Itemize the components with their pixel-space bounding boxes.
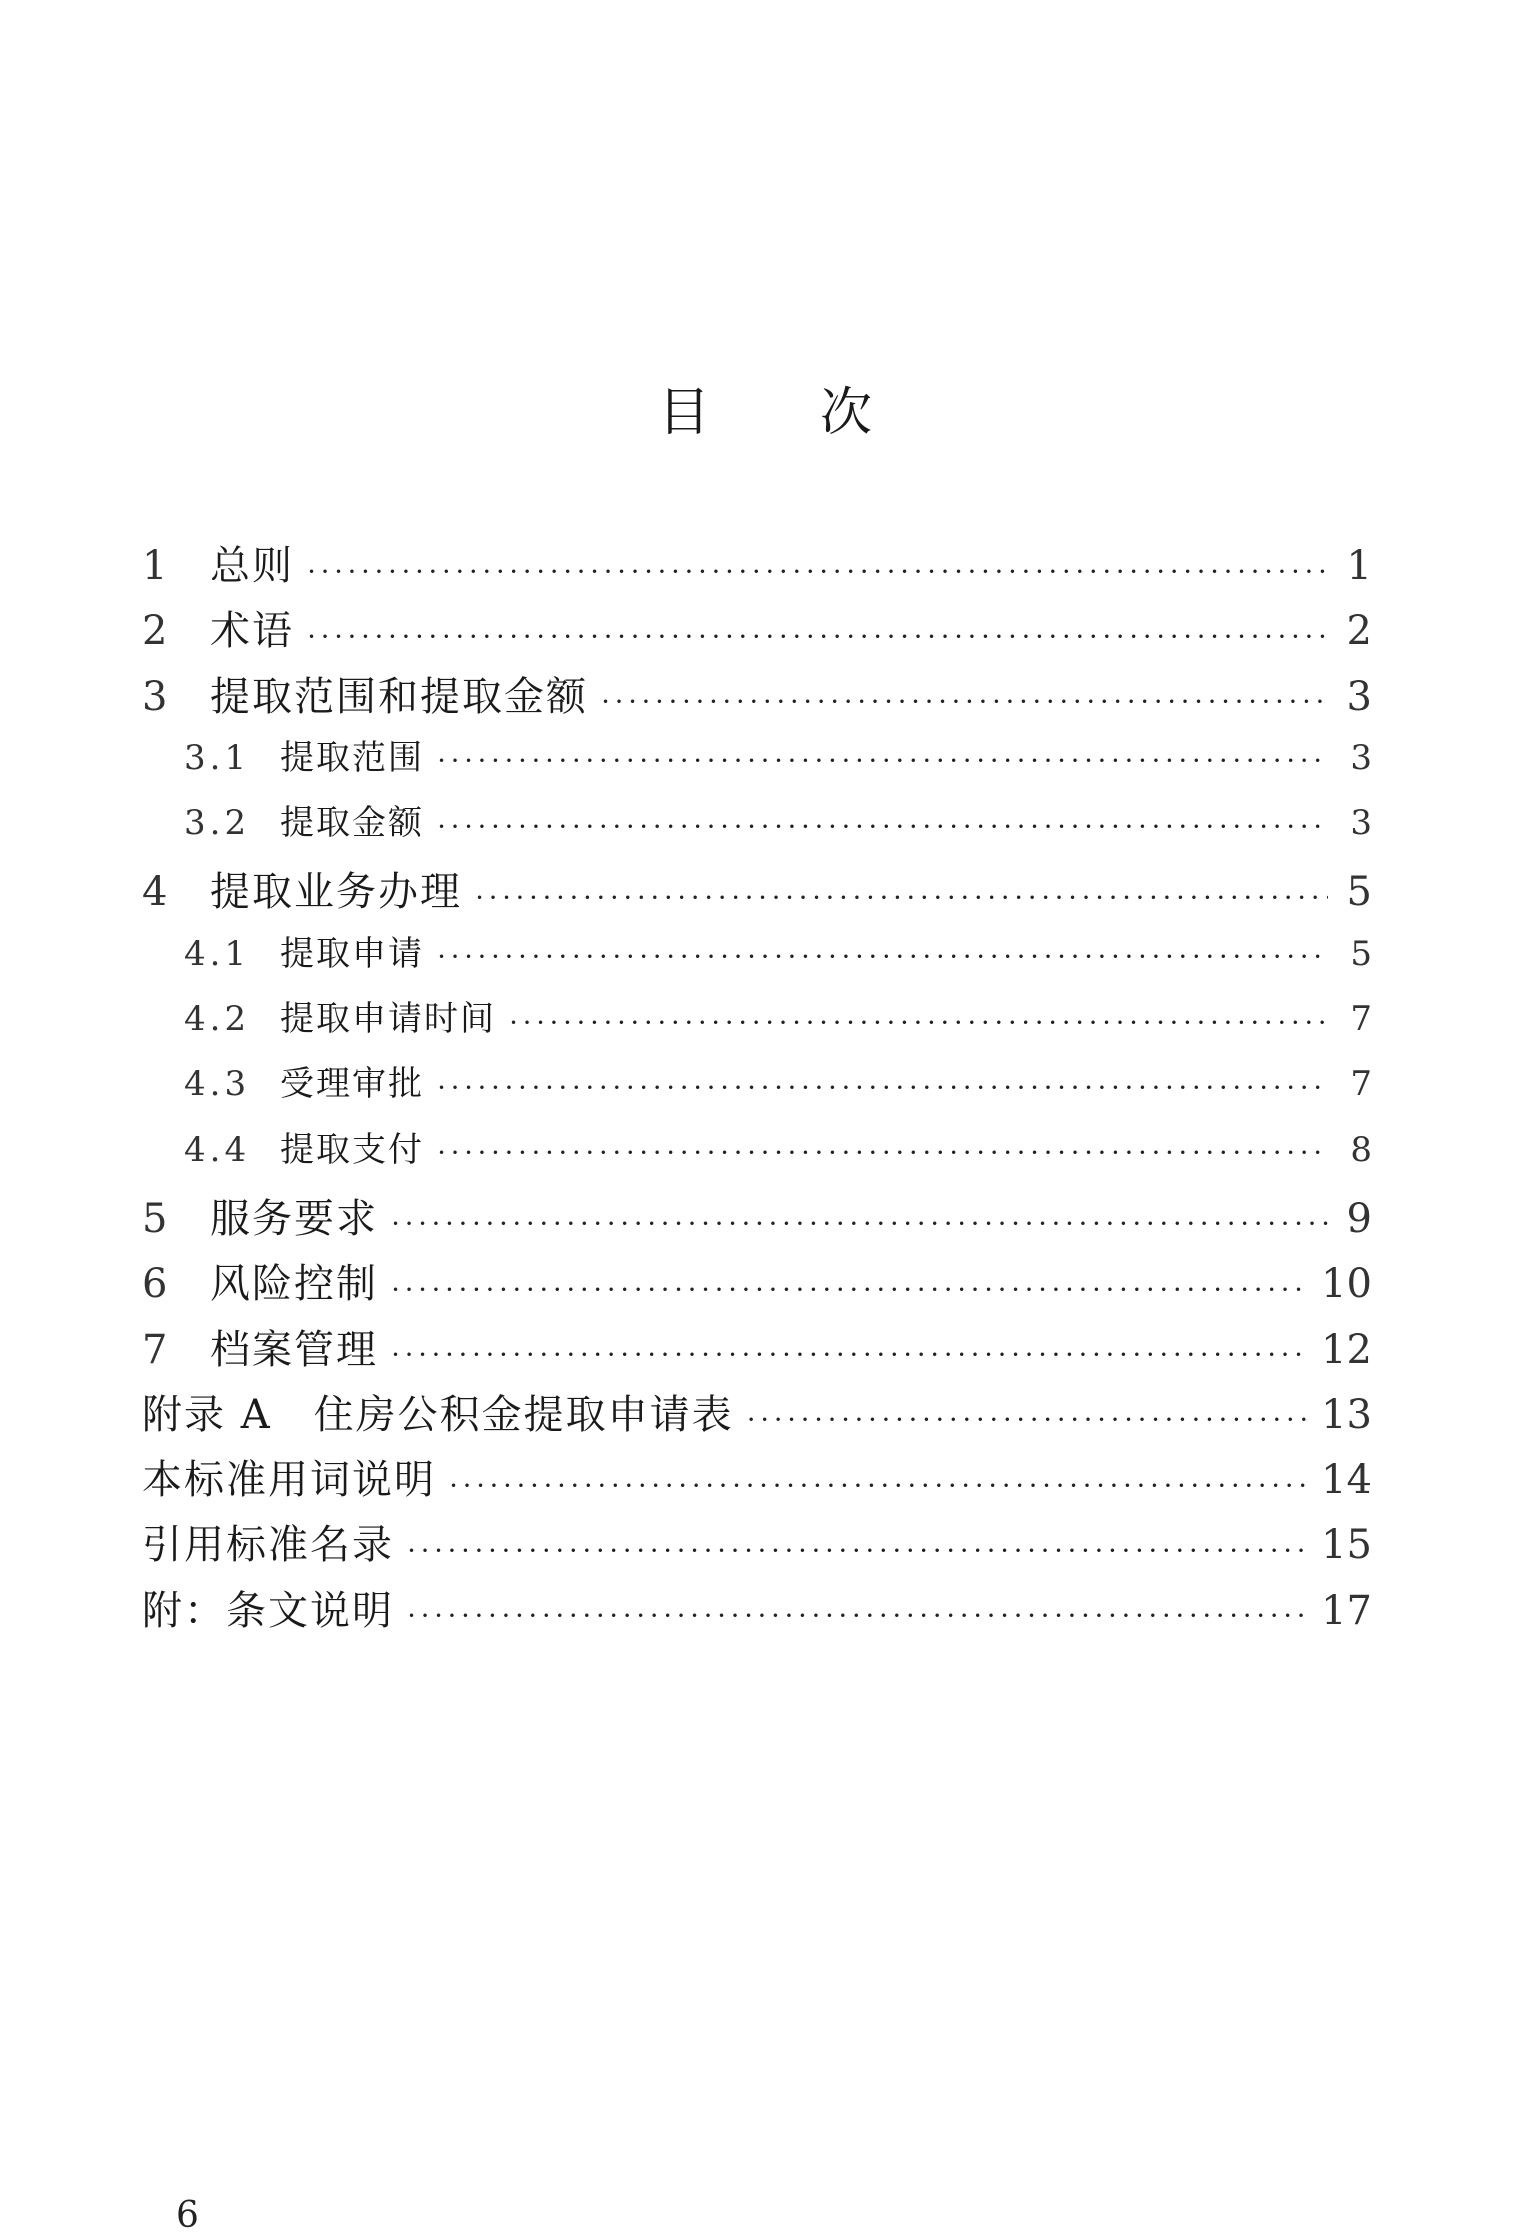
toc-entry-number: 4.2 (184, 999, 251, 1040)
toc-entry-number: 4.1 (184, 933, 251, 974)
toc-entry-page: 5 (1350, 933, 1372, 974)
dot-leader (308, 553, 1328, 586)
toc-entry[interactable] (142, 860, 1372, 925)
toc-subentry[interactable] (142, 926, 1372, 991)
toc-subentry[interactable] (142, 1122, 1372, 1187)
toc-entry-label: 提取金额 (280, 803, 424, 844)
dot-leader (476, 879, 1328, 912)
dot-leader (438, 939, 1328, 972)
toc-entry-page: 3 (1346, 673, 1372, 720)
toc-entry[interactable] (142, 1252, 1372, 1317)
dot-leader (438, 1135, 1328, 1168)
toc-entry-page: 7 (1350, 1064, 1372, 1105)
toc-entry-page: 14 (1321, 1457, 1372, 1504)
dot-leader (510, 1004, 1328, 1037)
toc-entry-label: 提取范围 (280, 737, 424, 778)
toc-subentry[interactable] (142, 730, 1372, 795)
toc-entry-page: 1 (1346, 543, 1372, 589)
toc-entry-appendix[interactable] (142, 1383, 1372, 1448)
page-number: 6 (176, 2195, 199, 2236)
toc-entry-label: 风险控制 (210, 1261, 378, 1308)
dot-leader (438, 1069, 1328, 1102)
toc-entry-number: 3.1 (184, 737, 251, 778)
dot-leader (408, 1532, 1307, 1565)
toc-entry-page: 10 (1321, 1261, 1372, 1308)
toc-entry-number: 3.2 (184, 803, 251, 844)
dot-leader (748, 1402, 1307, 1435)
toc-entry-page: 13 (1321, 1391, 1372, 1438)
toc-entry-explanation[interactable] (142, 1579, 1372, 1644)
toc-entry-number: 4 (142, 869, 168, 916)
toc-entry-label: 本标准用词说明 (142, 1457, 436, 1504)
toc-entry-page: 3 (1350, 803, 1372, 844)
toc-entry-page: 17 (1321, 1587, 1372, 1634)
toc-entry-number: 4.3 (184, 1064, 251, 1105)
toc-entry-number: 1 (142, 543, 168, 589)
toc-entry[interactable] (142, 599, 1372, 664)
toc-entry-page: 15 (1321, 1522, 1372, 1569)
toc-entry-label: 术语 (210, 608, 294, 655)
toc-entry-label: 提取范围和提取金额 (210, 673, 588, 720)
toc-entry-label: 服务要求 (210, 1195, 378, 1242)
toc-entry[interactable] (142, 665, 1372, 730)
toc-entry-page: 2 (1346, 608, 1372, 655)
dot-leader (392, 1271, 1307, 1304)
toc-entry-label: 引用标准名录 (142, 1522, 394, 1569)
dot-leader (408, 1598, 1307, 1631)
toc-subentry[interactable] (142, 1056, 1372, 1121)
toc-entry-number: 6 (142, 1261, 168, 1308)
toc-entry-label: 附录 A 住房公积金提取申请表 (142, 1391, 734, 1438)
toc-entry-label: 受理审批 (280, 1064, 424, 1105)
dot-leader (392, 1337, 1307, 1370)
toc-entry-label: 档案管理 (210, 1326, 378, 1373)
dot-leader (450, 1467, 1307, 1500)
toc-entry-label: 总则 (210, 543, 294, 589)
toc-entry-label: 附：条文说明 (142, 1587, 394, 1634)
toc-entry-page: 5 (1346, 869, 1372, 916)
toc-entry-page: 9 (1346, 1195, 1372, 1242)
toc-entry-label: 提取支付 (280, 1129, 424, 1170)
toc-entry-page: 7 (1350, 999, 1372, 1040)
toc-entry-number: 2 (142, 608, 168, 655)
toc-entry-number: 3 (142, 673, 168, 720)
dot-leader (602, 684, 1328, 717)
toc-entry-number: 5 (142, 1195, 168, 1242)
toc-entry[interactable] (142, 534, 1372, 599)
dot-leader (308, 618, 1328, 651)
toc-entry-label: 提取申请时间 (280, 999, 496, 1040)
toc-entry-references[interactable] (142, 1513, 1372, 1578)
toc-entry[interactable] (142, 1187, 1372, 1252)
dot-leader (438, 808, 1328, 841)
toc-entry[interactable] (142, 1318, 1372, 1383)
dot-leader (438, 743, 1328, 776)
toc-entry-wording[interactable] (142, 1448, 1372, 1513)
page-title: 目次 (657, 383, 982, 443)
toc-entry-label: 提取申请 (280, 933, 424, 974)
toc-subentry[interactable] (142, 991, 1372, 1056)
toc-entry-number: 4.4 (184, 1129, 251, 1170)
toc-entry-number: 7 (142, 1326, 168, 1373)
toc-entry-page: 8 (1350, 1129, 1372, 1170)
dot-leader (392, 1206, 1328, 1239)
toc-entry-label: 提取业务办理 (210, 869, 462, 916)
toc-entry-page: 3 (1350, 737, 1372, 778)
toc-subentry[interactable] (142, 795, 1372, 860)
table-of-contents (142, 534, 1372, 1644)
toc-entry-page: 12 (1321, 1326, 1372, 1373)
